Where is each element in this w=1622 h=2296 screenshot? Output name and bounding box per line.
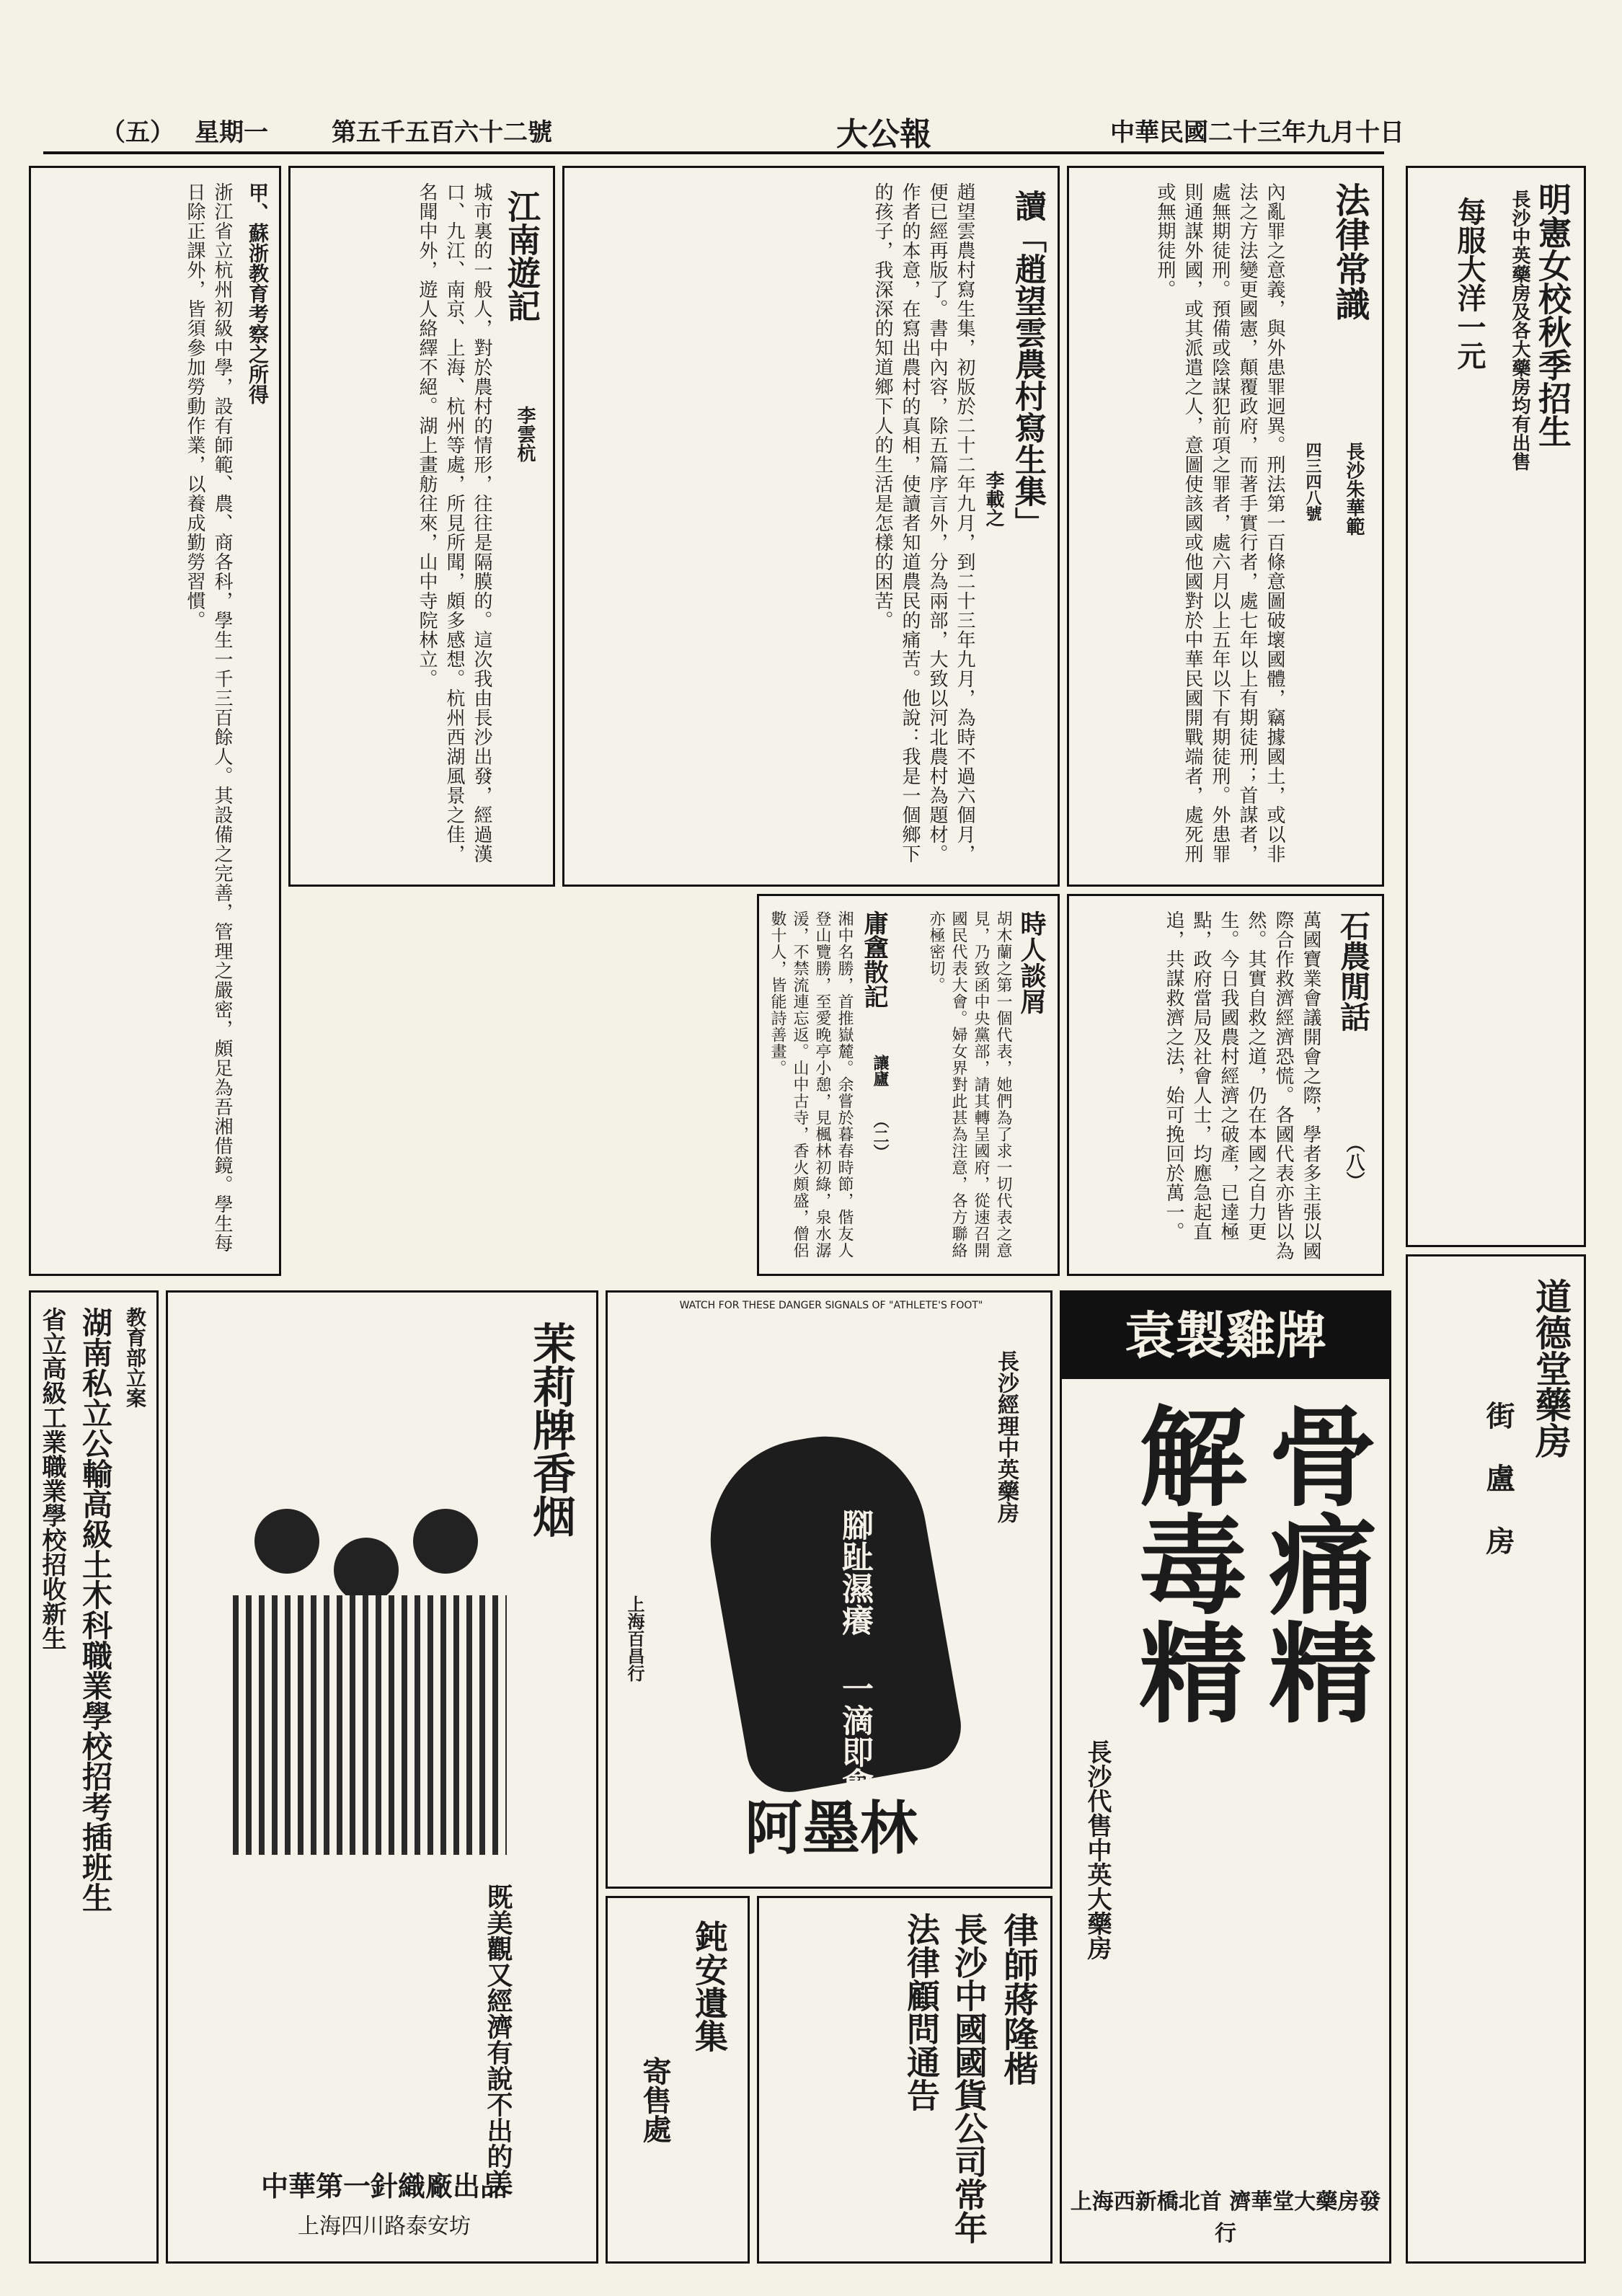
book-ad-subtitle: 寄售處: [638, 2057, 672, 2143]
right-strip-pharmacy-ad: [1406, 1254, 1586, 2264]
masthead-page-number: （五）: [101, 118, 174, 147]
school-ministry: 教育部立案: [123, 1307, 147, 1408]
jasmine-slogan: 既美觀又經濟有說不出的美: [483, 1884, 513, 2195]
education-title: 甲、蘇浙教育考察之所得: [246, 182, 270, 404]
dancer-figure: [413, 1509, 478, 1574]
law-text: 內亂罪之意義，與外患罪迥異。刑法第一百條意圖破壞國體，竊據國土，或以非法之方法變更國憲，顛覆政府，而著手實行者，處七年以上有期徒刑；首謀者，處無期徒刑。預備或陰謀犯前項之罪者，處六月以上五年以下有期徒刑。外患罪則通謀外國，或其派遣之人，意圖使該國或他國對於中華民國開戰端者，處死刑或無期徒刑。: [1154, 182, 1285, 864]
lawyer-title: 長沙中國國貨公司常年法律顧問通告: [902, 1912, 988, 2244]
masthead: [43, 108, 1404, 154]
athletes-foot-header: WATCH FOR THESE DANGER SIGNALS OF "ATHLETE'S FOOT": [679, 1300, 983, 1311]
dancer-figure: [254, 1509, 319, 1574]
athletes-foot-tagline: 腳趾濕癢 一滴即愈: [836, 1509, 873, 1799]
right-strip-school-ad: [1406, 166, 1586, 1247]
shinong-text: 萬國寶業會議開會之際，學者多主張以國際合作救濟經濟恐慌。各國代表亦皆以為然。其實自救之道，仍在本國之自力更生。今日我國農村經濟之破產，已達極點，政府當局及社會人士，均應急起直追，共謀救濟之法，始可挽回於萬一。: [1163, 910, 1321, 1261]
lawyer-notice: [757, 1896, 1052, 2264]
jasmine-address: 上海四川路泰安坊: [298, 2214, 471, 2239]
law-author: 長沙朱華範: [1343, 442, 1365, 536]
law-ornament: 四三四八號: [1303, 442, 1322, 521]
shinong-column: [1067, 894, 1384, 1276]
jasmine-brand: 茉莉牌香烟: [526, 1321, 576, 1538]
travel-text: 城市裏的一般人，對於農村的情形，往往是隔膜的。這次我由長沙出發，經過漢口、九江、南京、上海、杭州等處，所見所聞，頗多感想。杭州西湖風景之佳，名聞中外，遊人絡繹不絕。湖上畫舫往來，山中寺院林立。: [416, 182, 492, 864]
yongan-author: 讓廬: [871, 1055, 890, 1086]
yongan-number: （二）: [871, 1112, 890, 1160]
price-text: 每服大洋一元: [1453, 197, 1486, 370]
travel-author: 李雲杭: [514, 406, 536, 462]
shinong-number: （八）: [1343, 1134, 1365, 1190]
travel-title: 江南遊記: [502, 190, 541, 322]
school-ad-subtitle: 省立高級工業職業學校招收新生: [37, 1307, 66, 1650]
law-title: 法律常識: [1329, 182, 1370, 321]
yongan-title: 庸盦散記: [859, 910, 888, 1009]
book-review-column: [562, 166, 1060, 887]
athletes-foot-distributor: 長沙經理中英藥房: [993, 1350, 1019, 1523]
education-column: [29, 166, 281, 1276]
shiren-yongan-column: [757, 894, 1060, 1276]
athletes-foot-product: 阿墨林: [745, 1794, 918, 1862]
jasmine-maker: 中華第一針織廠出品: [260, 2170, 508, 2202]
school-ad-title: 湖南私立公輸高級土木科職業學校招考插班生: [78, 1307, 113, 1912]
yongan-text: 湘中名勝，首推嶽麓。余嘗於暮春時節，偕友人登山覽勝，至愛晚亭小憩，見楓林初綠，泉水潺湲，不禁流連忘返。山中古寺，香火頗盛，僧侶數十人，皆能詩善畫。: [768, 910, 854, 1259]
bone-pain-maker: 上海西新橋北首 濟華堂大藥房發行: [1070, 2189, 1381, 2246]
bone-pain-brand: 袁製雞牌: [1062, 1293, 1389, 1379]
bone-pain-ad: [1060, 1290, 1391, 2264]
education-text: 浙江省立杭州初級中學，設有師範、農、商各科，學生一千三百餘人。其設備之完善，管理之嚴密，頗足為吾湘借鏡。學生每日除正課外，皆須參加勞動作業，以養成勤勞習慣。: [184, 182, 233, 1253]
masthead-section: 星期一: [195, 118, 268, 147]
book-title: 長沙中英藥房及各大藥房均有出售: [1509, 190, 1530, 471]
shiren-text: 胡木蘭之第一個代表，她們為了求一切代表之意見，乃致函中央黨部，請其轉呈國府，從速召開國民代表大會。婦女界對此甚為注意，各方聯絡亦極密切。: [927, 910, 1012, 1259]
book-ad-title: 鈍安遺集: [690, 1920, 729, 2052]
masthead-date: 中華民國二十三年九月十日: [1110, 118, 1404, 147]
shop-ad-text: 街 盧 房: [1481, 1401, 1515, 1555]
vocational-school-ad: [29, 1290, 159, 2264]
athletes-foot-maker: 上海百昌行: [624, 1595, 645, 1682]
masthead-issue: 第五千五百六十二號: [332, 118, 552, 147]
bone-pain-product: 骨痛精: [1250, 1401, 1377, 1725]
book-review-text: 趙望雲農村寫生集，初版於二十二年九月，到二十三年九月，為時不過六個月，便已經再版了。書中內容，除五篇序言外，分為兩部，大致以河北農村為題材。作者的本意，在寫出農村的真相，使讀者知道農民的痛苦。他說：我是一個鄉下的孩子，我深深的知道鄉下人的生活是怎樣的困苦。: [872, 182, 975, 864]
jasmine-cigarette-ad: [166, 1290, 598, 2264]
dancer-figure: [334, 1538, 399, 1603]
book-sale-ad: [606, 1896, 750, 2264]
shiren-title: 時人談屑: [1016, 910, 1047, 1014]
athletes-foot-ad: [606, 1290, 1052, 1889]
book-review-author: 李載之: [983, 471, 1004, 527]
shinong-title: 石農閒話: [1336, 910, 1371, 1032]
travel-column: [288, 166, 555, 887]
bone-pain-seller: 長沙代售中英大藥房: [1083, 1739, 1112, 1960]
dancers-illustration: [233, 1595, 507, 1855]
school-title: 明憲女校秋季招生: [1533, 182, 1572, 448]
lawyer-name: 律師蔣隆楷: [998, 1912, 1038, 2086]
law-column: [1067, 166, 1384, 887]
book-review-title: 讀「趙望雲農村寫生集」: [1009, 190, 1046, 538]
shop-name: 道德堂藥房: [1530, 1278, 1572, 1458]
bone-pain-product-2: 解毒精: [1120, 1401, 1247, 1725]
masthead-paper-name: 大公報: [836, 116, 931, 153]
